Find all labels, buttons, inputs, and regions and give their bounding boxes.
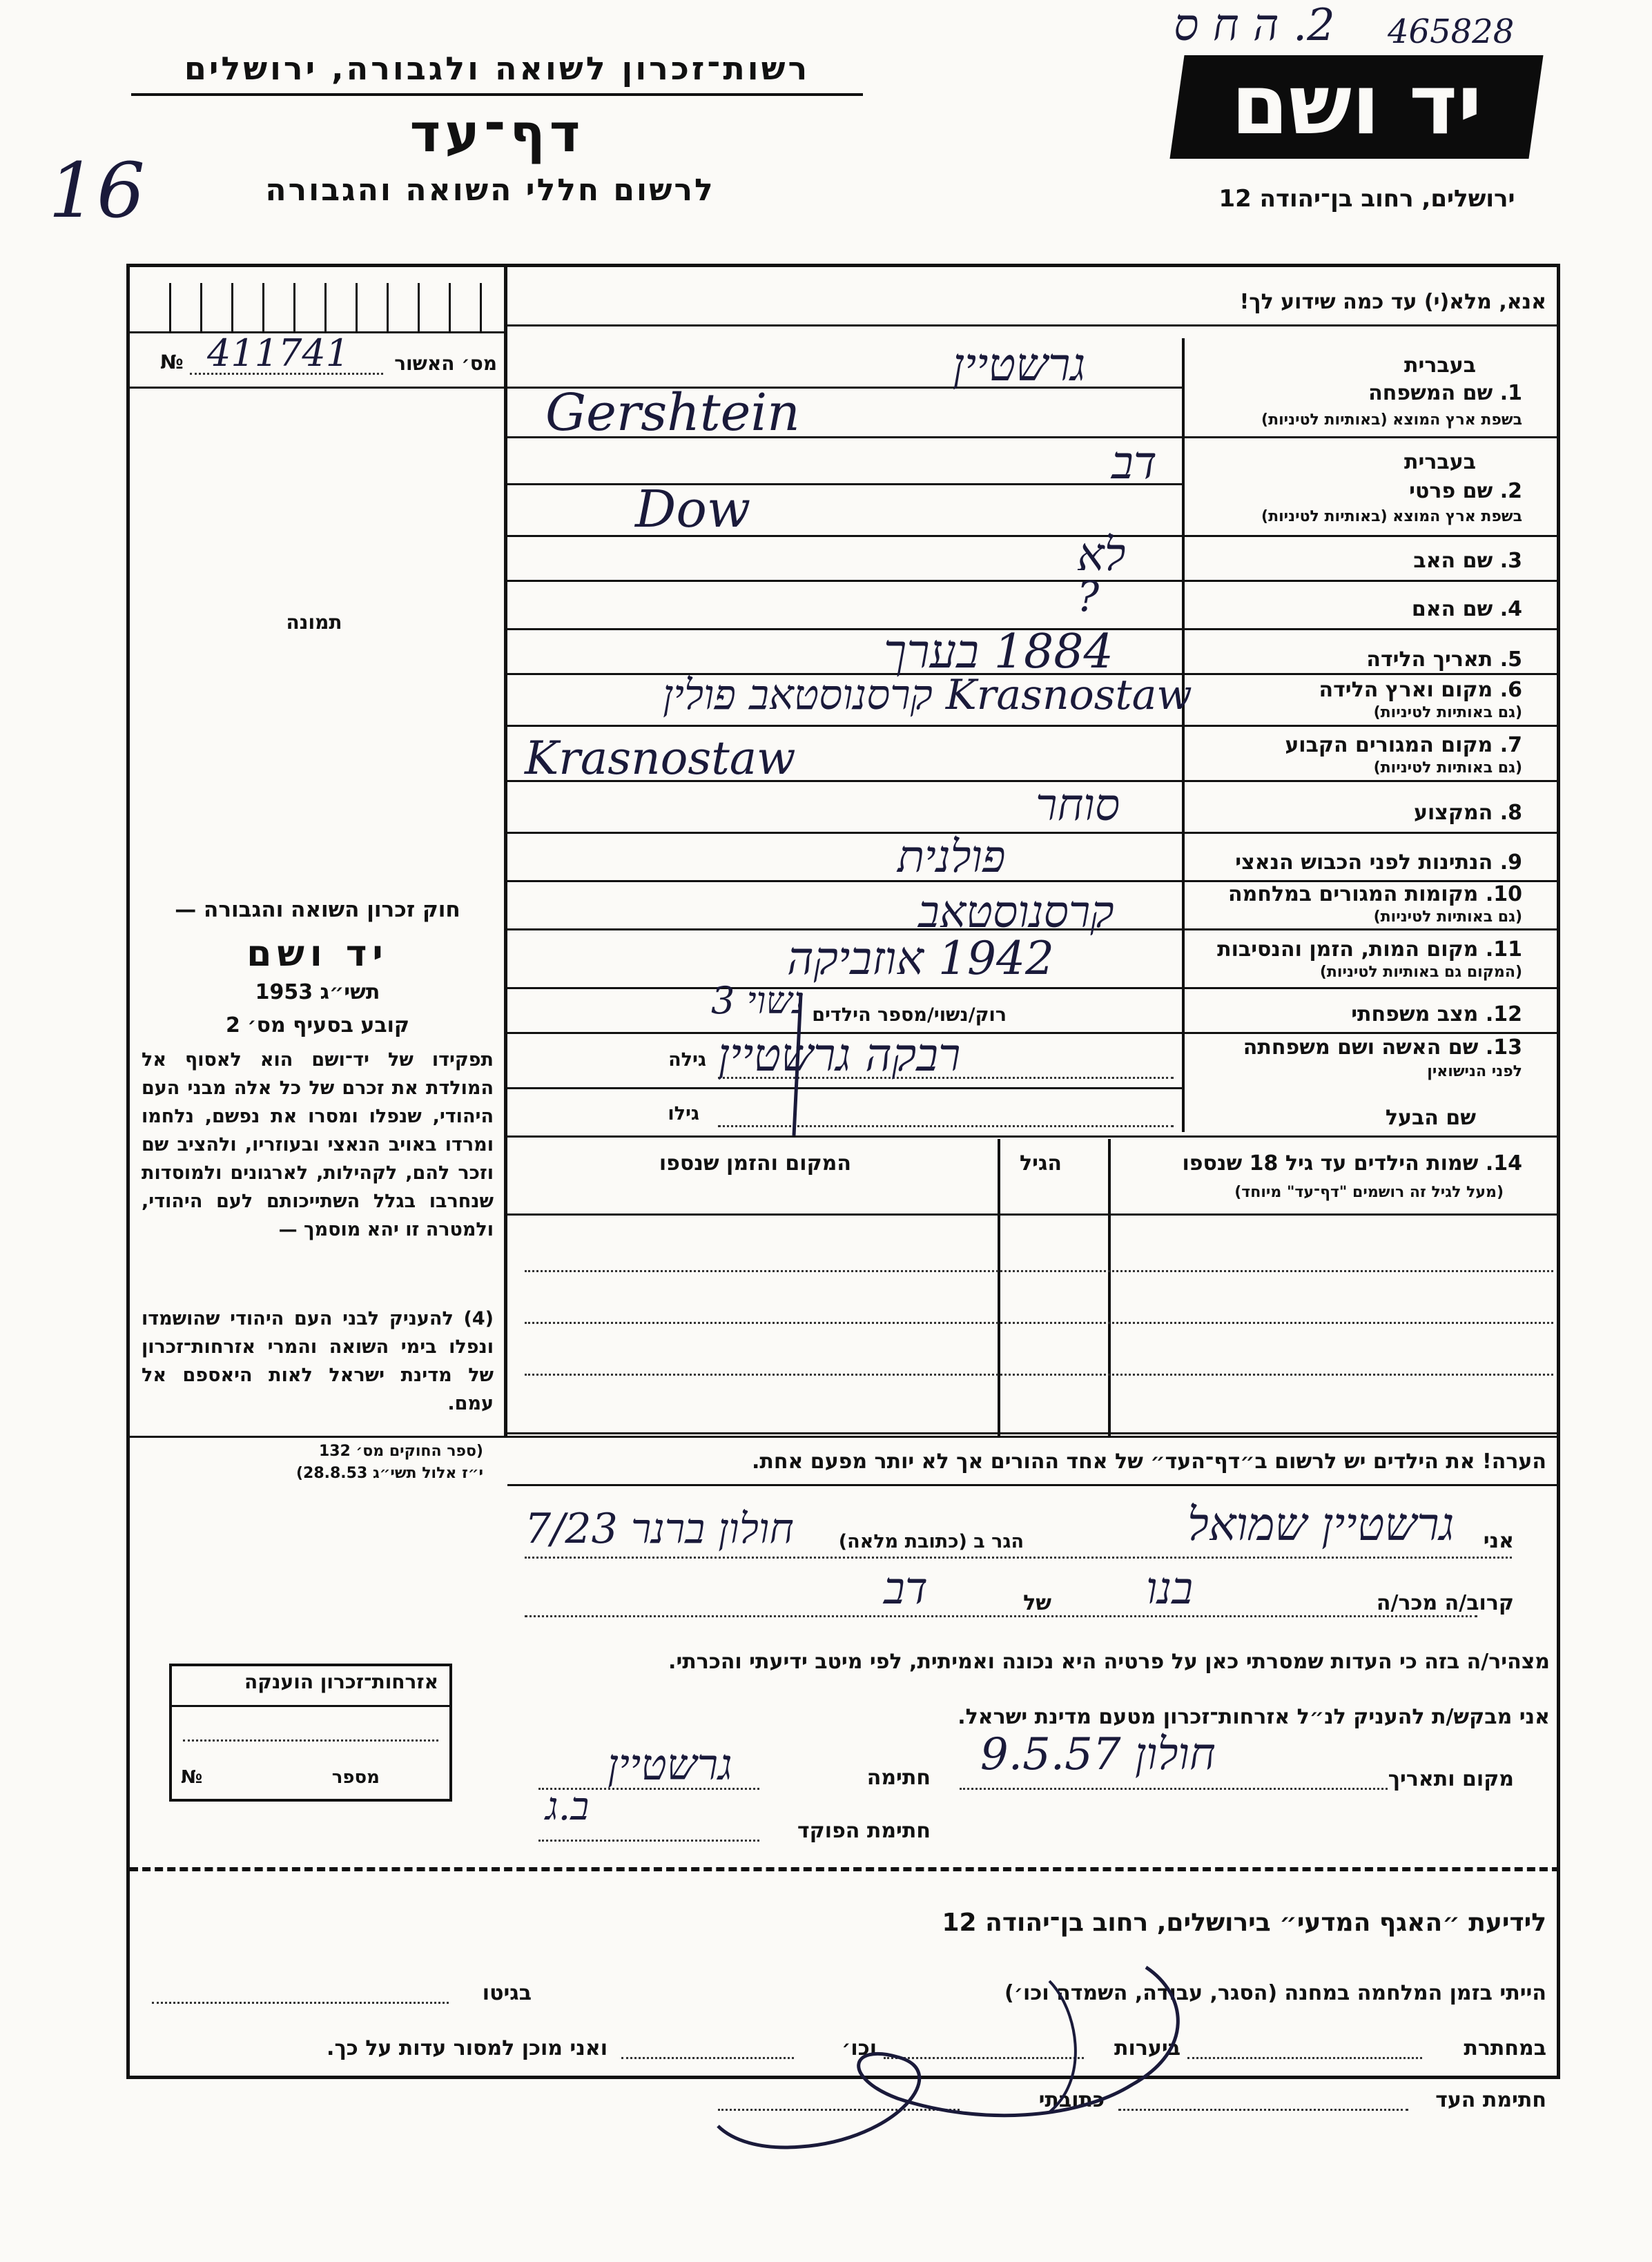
field-1-sub: בשפת ארץ המוצא (באותיות לטיניות) [1261, 411, 1522, 429]
org-underline [131, 93, 863, 96]
field-10-sub: (גם באותיות לטיניות) [1373, 908, 1522, 926]
declaration-i-label: אני [1483, 1529, 1514, 1553]
signature-value: גרשטיין [608, 1739, 732, 1790]
approval-label: מס׳ האשור [394, 352, 497, 375]
declaration-relative-label: קרוב/ה מכר/ה [1376, 1591, 1514, 1615]
citizenship-box-title: אזרחות־זכרון הוענקה [244, 1670, 438, 1693]
field-13-inline-label: גילה [668, 1049, 706, 1071]
declaration-name-value: גרשטיין שמואל [1187, 1498, 1455, 1551]
field-10-label: 10. מקומות המגורים במלחמה [1228, 882, 1522, 906]
field-1-latin-value: Gershtein [545, 383, 800, 442]
handwritten-bracket [773, 987, 828, 1146]
field-7-value: Krasnostaw [525, 732, 796, 785]
officer-signature-label: חתימת הפוקד [797, 1819, 931, 1843]
label-column-divider [1182, 338, 1185, 1132]
law-clause: קובע בסעיף מס׳ 2 [225, 1013, 410, 1037]
signature-label: חתימה [866, 1766, 931, 1790]
field-2-hebrew-value: דב [1111, 436, 1157, 489]
field-1-label: 1. שם המשפחה [1368, 381, 1522, 405]
field-6-sub: (גם באותיות לטיניות) [1373, 704, 1522, 721]
field-11-sub: (המקום גם באותיות לטיניות) [1319, 964, 1522, 981]
field-9-label: 9. הנתינות לפני הכבוש הנאצי [1235, 850, 1522, 875]
field-10-value: קרסנוסטאב [918, 887, 1114, 938]
field-12-label: 12. מצב משפחתי [1351, 1002, 1522, 1026]
field-6-label: 6. מקום וארץ הלידה [1319, 678, 1522, 702]
field-11-label: 11. מקום המות, הזמן והנסיבות [1217, 937, 1522, 962]
place-date-value: חולון 9.5.57 [980, 1729, 1216, 1780]
field-2-sub: בשפת ארץ המוצא (באותיות לטיניות) [1261, 508, 1522, 525]
children-col-place: המקום והזמן שנספו [659, 1151, 851, 1176]
field-13-label: 13. שם האשה ושם משפחתה [1243, 1035, 1522, 1060]
field-12-inline-label: רוק/נשוי/מספר הילדים [812, 1004, 1007, 1026]
bottom-line2-d: ואני מוכן למסור עדות על כך. [327, 2036, 608, 2060]
left-column-divider [504, 267, 507, 1436]
declaration-relation-value: בנו [1146, 1563, 1194, 1615]
husband-label: שם הבעל [1385, 1106, 1476, 1130]
field-8-value: סוחר [1036, 780, 1120, 831]
husband-inline-label: גילו [668, 1103, 699, 1124]
field-7-label: 7. מקום המגורים הקבוע [1285, 733, 1522, 757]
declaration-of-value: דב [884, 1563, 928, 1615]
field-8-label: 8. המקצוע [1413, 801, 1522, 825]
law-name: יד ושם [246, 933, 389, 975]
field-6-value: קרסנוסטאב פולין Krasnostaw [663, 671, 1192, 719]
children-heading: 14. שמות הילדים עד גיל 18 שנספו [1182, 1151, 1522, 1176]
photo-label: תמונה [286, 611, 342, 634]
declaration-lives-label: הגר ב (כתובת מלאה) [838, 1531, 1024, 1552]
bottom-line3-b: כתובתי [1038, 2088, 1105, 2112]
note: הערה! את הילדים יש לרשום ב״דף־העד״ של אחד ההורים אך לא יותר מפעם אחת. [752, 1450, 1546, 1474]
declaration-address-value: חולון ברנר 7/23 [525, 1505, 794, 1553]
field-5-label: 5. תאריך הלידה [1366, 647, 1522, 672]
field-9-value: פולנית [897, 832, 1006, 883]
field-2-label: 2. שם פרטי [1409, 479, 1522, 503]
bottom-line2-c: וכו׳ [842, 2036, 877, 2060]
declaration-statement: מצהיר/ה בזה כי העדות שמסרתי כאן על פרטיה היא נכונה ואמיתית, לפי מיטב ידיעתי והכרתי. [668, 1650, 1550, 1674]
field-4-value: ? [1077, 573, 1100, 621]
bottom-line2-b: ביערות [1114, 2036, 1180, 2060]
bottom-line3-a: חתימת העד [1435, 2088, 1546, 2112]
top-handwritten-note: 2. ה ח ס [1174, 0, 1335, 51]
field-3-value: לא [1077, 528, 1126, 581]
declaration-of-label: של [1023, 1591, 1051, 1615]
bottom-title: לידיעת ״האגף המדעי״ בירושלים, רחוב בן־יהודה 12 [942, 1909, 1546, 1937]
field-4-label: 4. שם האם [1411, 597, 1522, 621]
field-3-label: 3. שם האב [1413, 549, 1522, 573]
instruction-text: אנא, מלא(י) עד כמה שידוע לך! [1239, 290, 1546, 314]
field-12-value: נשוי 3 [711, 979, 805, 1022]
law-body: תפקידו של יד־ושם הוא לאסוף אל המולדת את זכרם של כל אלה מבני העם היהודי, שנפלו ומסרו את נפשם, נלחמו ומרדו באויב הנאצי ובעוזריו, ולהציב שם וזכר להם, לקהילות, לארגונים ולמוסדות שנחרבו בגלל השתייכותם לעם היהודי, ולמטרה זו יהא מוסמך — [142, 1049, 494, 1240]
form-title: דף־עד [409, 102, 585, 164]
bottom-divider [130, 1867, 1560, 1871]
handwritten-scribble [690, 1940, 1312, 2161]
children-heading-sub: (מעל לגיל זה רושמים "דף־עד" מיוחד) [1234, 1184, 1504, 1201]
org-name: רשות־זכרון לשואה ולגבורה, ירושלים [184, 50, 810, 87]
field-5-value: 1884 בערך [884, 625, 1114, 679]
officer-signature-value: ב.ג [545, 1784, 590, 1829]
logo-text: יד ושם [1231, 57, 1482, 153]
field-11-value: 1942 אוזביקה [787, 932, 1054, 985]
archive-number: 465828 [1388, 12, 1515, 51]
form-subtitle: לרשום חללי השואה והגבורה [265, 173, 715, 208]
citizenship-no-symbol: № [181, 1767, 203, 1788]
approval-no-symbol: № [160, 351, 184, 373]
field-1-hebrew-value: גרשטיין [953, 338, 1086, 391]
approval-value: 411741 [207, 331, 350, 375]
bottom-line1-b: בגיטו [482, 1981, 532, 2005]
field-13-value: רבקה גרשטיין [718, 1028, 961, 1082]
declaration-request: אני מבקש/ת להעניק לנ״ל אזרחות־זכרון מטעם מדינת ישראל. [958, 1705, 1550, 1729]
law-item: (4) להעניק לבני העם היהודי שהושמדו ונפלו בימי השואה והמרי אזרחות־זכרון של מדינת ישראל לאות היאספם אל עמם. [142, 1308, 494, 1414]
children-col-age: הגיל [1020, 1151, 1062, 1176]
field-7-sub: (גם באותיות לטיניות) [1373, 759, 1522, 777]
law-title: חוק זכרון השואה והגבורה — [175, 897, 460, 922]
law-year: תשי״ג 1953 [255, 980, 380, 1004]
law-source-date: י״ז אלול תשי״ג 28.8.53) [295, 1465, 483, 1482]
bottom-line1-a: הייתי בזמן המלחמה במחנה (הסגר, עבודה, השמדה וכו׳) [1004, 1981, 1546, 2005]
place-date-label: מקום ותאריך [1388, 1767, 1514, 1791]
field-1-hebrew-tag: בעברית [1404, 353, 1476, 378]
field-13-sub: לפני הנישואין [1427, 1063, 1522, 1080]
margin-number: 16 [48, 146, 145, 235]
instruction-underline [507, 324, 1557, 326]
law-source: (ספר החוקים מס׳ 132 [318, 1443, 483, 1460]
bottom-line2-a: במחתרת [1464, 2036, 1546, 2060]
field-2-latin-value: Dow [635, 480, 751, 539]
field-2-hebrew-tag: בעברית [1404, 450, 1476, 474]
citizenship-number-label: מספר [331, 1767, 380, 1788]
address: ירושלים, רחוב בן־יהודה 12 [1218, 185, 1515, 213]
